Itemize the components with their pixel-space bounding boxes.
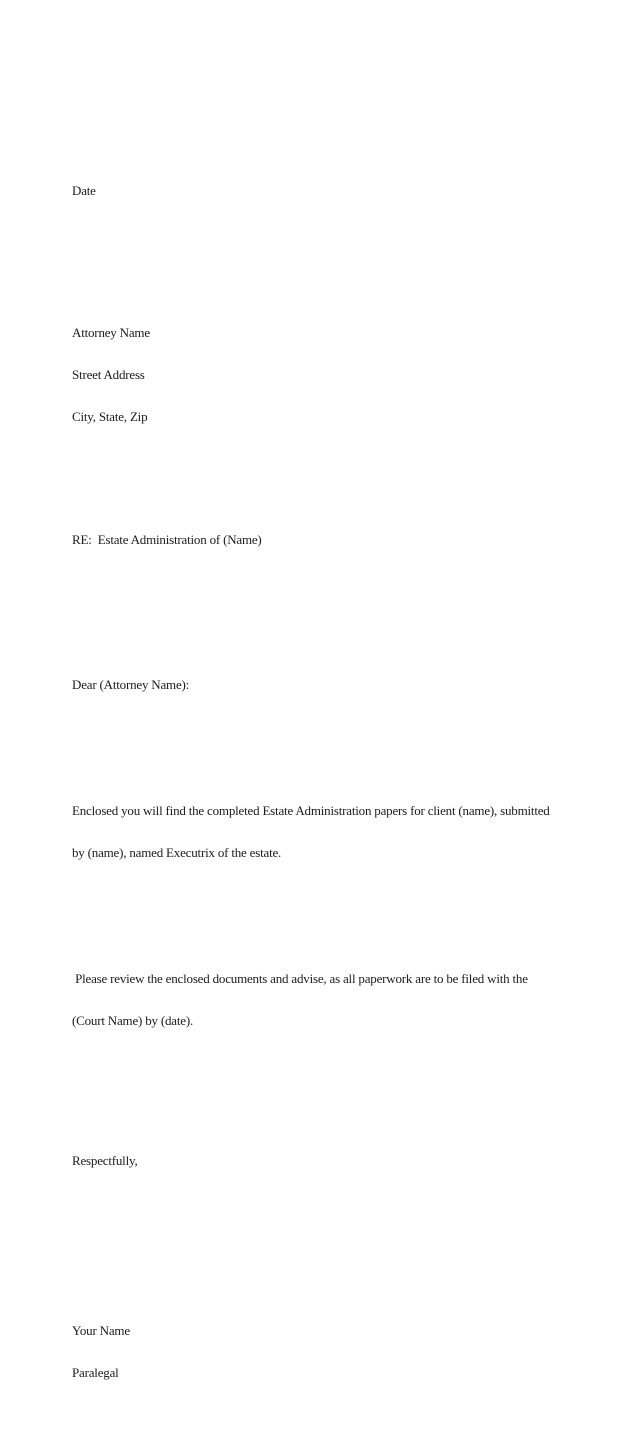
signature-name: Your Name [72, 1323, 130, 1338]
date-line: Date [72, 183, 96, 198]
signature-title: Paralegal [72, 1365, 119, 1380]
paragraph-line: by (name), named Executrix of the estate. [72, 845, 282, 860]
recipient-name-line: Attorney Name [72, 325, 150, 340]
paragraph-line: (Court Name) by (date). [72, 1013, 194, 1028]
closing-line: Respectfully, [72, 1153, 138, 1168]
date-block [72, 156, 578, 226]
subject-line: RE: Estate Administration of (Name) [72, 532, 262, 547]
closing-block [72, 1126, 578, 1196]
recipient-address-block [72, 298, 578, 452]
salutation-block [72, 650, 578, 720]
salutation-line: Dear (Attorney Name): [72, 677, 190, 692]
letter-body [72, 114, 578, 1450]
paragraph-line: Enclosed you will find the completed Estate Administration papers for client (name), submitted [72, 803, 550, 818]
signature-block [72, 1296, 578, 1408]
body-paragraph-1 [72, 776, 578, 888]
recipient-city-line: City, State, Zip [72, 409, 148, 424]
recipient-street-line: Street Address [72, 367, 145, 382]
paragraph-line: Please review the enclosed documents and advise, as all paperwork are to be filed with the [72, 971, 528, 986]
subject-block [72, 505, 578, 575]
body-paragraph-2 [72, 944, 578, 1056]
